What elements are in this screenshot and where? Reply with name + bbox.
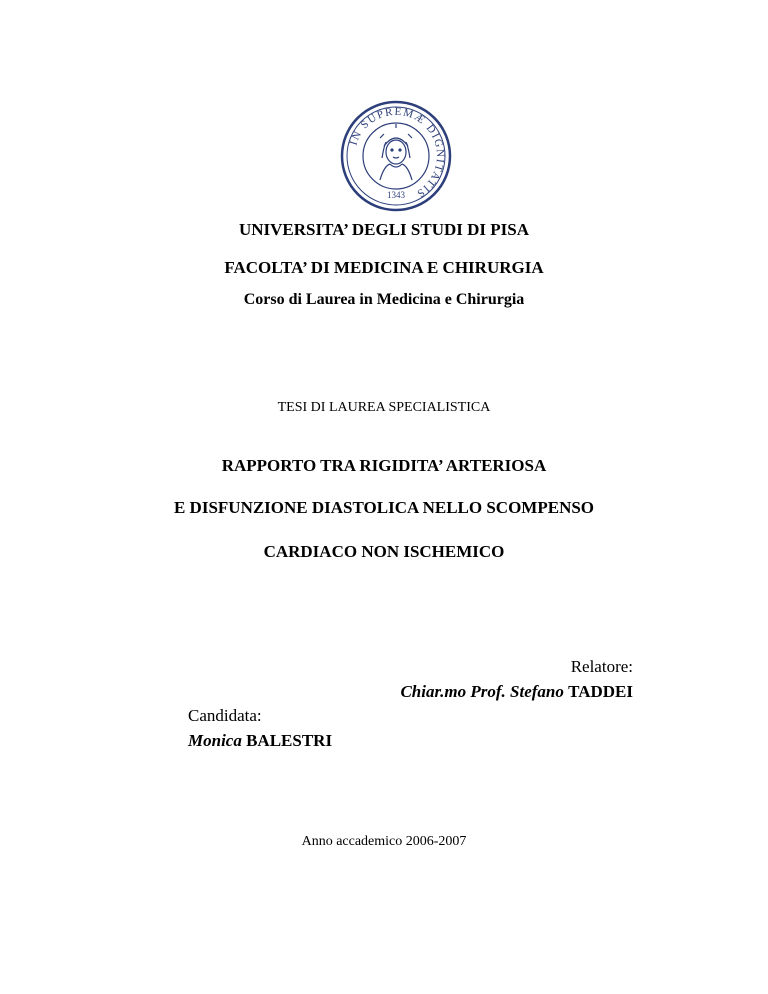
seal-year: 1343	[387, 190, 405, 200]
supervisor-title-name: Chiar.mo Prof. Stefano	[400, 682, 564, 701]
course-name: Corso di Laurea in Medicina e Chirurgia	[243, 291, 525, 308]
candidate-block	[188, 703, 332, 753]
thesis-title-line-3: CARDIACO NON ISCHEMICO	[263, 542, 505, 561]
thesis-title-line-2: E DISFUNZIONE DIASTOLICA NELLO SCOMPENSO	[173, 498, 595, 517]
candidate-first-name: Monica	[188, 731, 242, 750]
thesis-title-line-1: RAPPORTO TRA RIGIDITA’ ARTERIOSA	[221, 456, 547, 475]
candidate-label: Candidata:	[188, 706, 262, 725]
seal-motto: IN SUPREMÆ DIGNITATIS	[347, 105, 447, 200]
faculty-name: FACOLTA’ DI MEDICINA E CHIRURGIA	[224, 258, 544, 277]
supervisor-surname: TADDEI	[568, 682, 633, 701]
supervisor-name	[400, 679, 633, 704]
candidate-surname: BALESTRI	[246, 731, 333, 750]
university-seal	[340, 100, 452, 212]
svg-text:IN SUPREMÆ DIGNITATIS	[348, 106, 447, 200]
thesis-type: TESI DI LAUREA SPECIALISTICA	[277, 400, 491, 415]
supervisor-block	[400, 654, 633, 704]
madonna-figure-icon	[380, 124, 412, 180]
supervisor-label: Relatore:	[570, 657, 633, 676]
academic-year: Anno accademico 2006-2007	[301, 834, 467, 849]
university-name: UNIVERSITA’ DEGLI STUDI DI PISA	[238, 220, 529, 239]
candidate-name	[188, 728, 332, 753]
